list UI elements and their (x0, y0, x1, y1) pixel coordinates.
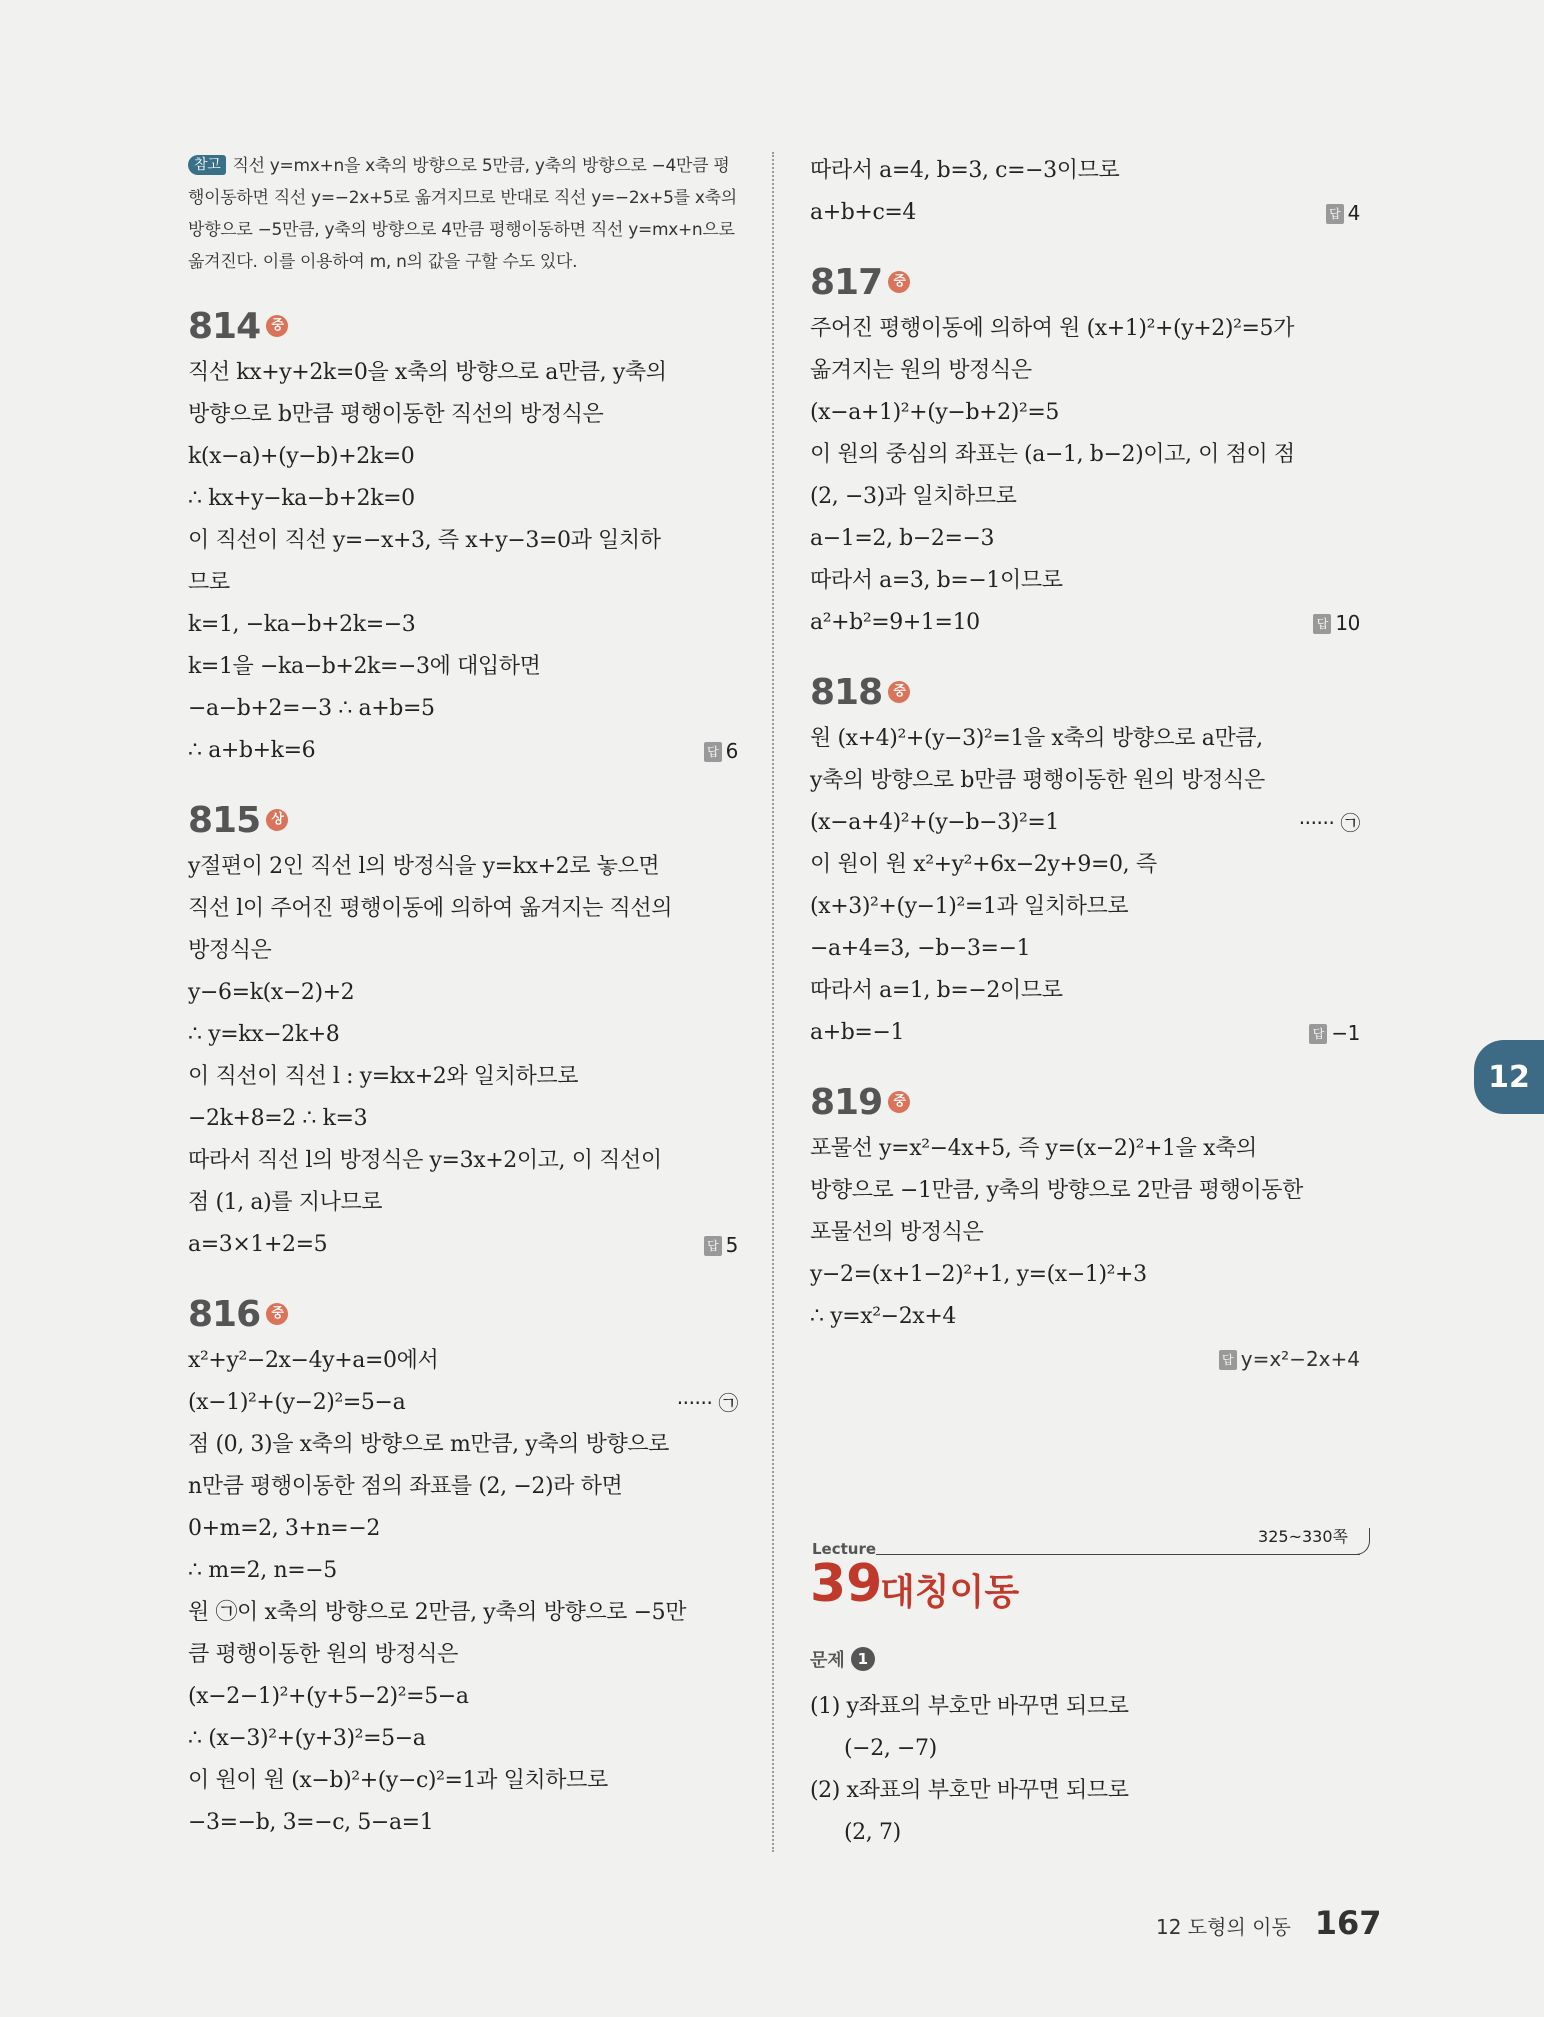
solution-line: ∴ a+b+k=6 (188, 738, 316, 763)
solution-line: y−2=(x+1−2)²+1, y=(x−1)²+3 (810, 1262, 1147, 1287)
difficulty-badge: 상 (266, 809, 288, 831)
column-divider (772, 152, 774, 1852)
solution-line: a+b+c=4 (810, 200, 917, 225)
solution-line: (−2, −7) (844, 1736, 937, 1761)
left-column (188, 150, 738, 1844)
solution-line: ∴ y=kx−2k+8 (188, 1022, 340, 1047)
answer-value: −1 (1331, 1021, 1360, 1045)
solution-line: 포물선의 방정식은 (810, 1220, 984, 1245)
solution-line: (2, 7) (844, 1820, 901, 1845)
solution-line: k(x−a)+(y−b)+2k=0 (188, 444, 415, 469)
solution-line: ∴ y=x²−2x+4 (810, 1304, 956, 1329)
solution-line: −a−b+2=−3 ∴ a+b=5 (188, 696, 435, 721)
answer-icon: 답 (704, 1236, 722, 1256)
lecture-title: 대칭이동 (880, 1572, 1020, 1613)
solution-line: (1) y좌표의 부호만 바꾸면 되므로 (810, 1694, 1129, 1719)
solution-line: 이 직선이 직선 l : y=kx+2와 일치하므로 (188, 1064, 579, 1089)
solution-line: 옮겨지는 원의 방정식은 (810, 358, 1032, 383)
solution-line: 므로 (188, 570, 230, 595)
problem-818 (810, 666, 1360, 1054)
solution-line: −a+4=3, −b−3=−1 (810, 936, 1031, 961)
solution-line: n만큼 평행이동한 점의 좌표를 (2, −2)라 하면 (188, 1474, 623, 1499)
page-footer (1156, 1904, 1382, 1942)
solution-line: 포물선 y=x²−4x+5, 즉 y=(x−2)²+1을 x축의 (810, 1136, 1257, 1161)
solution-line: 따라서 a=1, b=−2이므로 (810, 978, 1063, 1003)
difficulty-badge: 중 (888, 1091, 910, 1113)
solution-line: 이 원의 중심의 좌표는 (a−1, b−2)이고, 이 점이 점 (810, 442, 1295, 467)
solution-line: 주어진 평행이동에 의하여 원 (x+1)²+(y+2)²=5가 (810, 316, 1294, 341)
answer-value: 10 (1335, 611, 1360, 635)
header-rule (876, 1554, 1360, 1555)
problem-814 (188, 300, 738, 772)
difficulty-badge: 중 (266, 1303, 288, 1325)
solution-line: 원 (x+4)²+(y−3)²=1을 x축의 방향으로 a만큼, (810, 726, 1263, 751)
page-number: 167 (1314, 1904, 1382, 1942)
difficulty-badge: 중 (888, 271, 910, 293)
answer (704, 1224, 738, 1266)
answer-value: 5 (725, 1233, 738, 1257)
answer (1326, 192, 1360, 234)
problem-number: 815 (188, 799, 261, 841)
right-column (810, 150, 1360, 1380)
solution-line: 이 원이 원 x²+y²+6x−2y+9=0, 즉 (810, 852, 1157, 877)
difficulty-badge: 중 (266, 315, 288, 337)
solution-line: (x+3)²+(y−1)²=1과 일치하므로 (810, 894, 1129, 919)
solution-line: 점 (1, a)를 지나므로 (188, 1190, 383, 1215)
solution-line: (x−2−1)²+(y+5−2)²=5−a (188, 1684, 469, 1709)
problem-817 (810, 256, 1360, 644)
note-tag: 참고 (188, 155, 226, 175)
problem-number: 814 (188, 305, 261, 347)
answer-icon: 답 (704, 742, 722, 762)
solution-line: 따라서 a=4, b=3, c=−3이므로 (810, 158, 1120, 183)
problem-number: 818 (810, 671, 883, 713)
difficulty-badge: 중 (888, 681, 910, 703)
problem-number-badge: 1 (851, 1647, 875, 1671)
answer (704, 730, 738, 772)
solution-line: (2) x좌표의 부호만 바꾸면 되므로 (810, 1778, 1129, 1803)
solution-line: ∴ m=2, n=−5 (188, 1558, 337, 1583)
chapter-title: 12 도형의 이동 (1156, 1915, 1291, 1939)
reference-note (188, 150, 738, 278)
equation-mark: ······ ㉠ (676, 1391, 738, 1415)
solution-line: 이 원이 원 (x−b)²+(y−c)²=1과 일치하므로 (188, 1768, 608, 1793)
solution-line: ∴ kx+y−ka−b+2k=0 (188, 486, 415, 511)
solution-line: 직선 kx+y+2k=0을 x축의 방향으로 a만큼, y축의 (188, 360, 667, 385)
solution-line: 점 (0, 3)을 x축의 방향으로 m만큼, y축의 방향으로 (188, 1432, 670, 1457)
problem-816 (188, 1288, 738, 1844)
solution-line: (x−a+4)²+(y−b−3)²=1 (810, 810, 1059, 835)
problem-label: 문제 (810, 1650, 845, 1671)
problem-heading (810, 1646, 875, 1672)
solution-line: y절편이 2인 직선 l의 방정식을 y=kx+2로 놓으면 (188, 854, 660, 879)
solution-line: x²+y²−2x−4y+a=0에서 (188, 1348, 439, 1373)
solution-line: y축의 방향으로 b만큼 평행이동한 원의 방정식은 (810, 768, 1265, 793)
solution-line: 큼 평행이동한 원의 방정식은 (188, 1642, 459, 1667)
answer-icon: 답 (1313, 614, 1331, 634)
note-text: 직선 y=mx+n을 x축의 방향으로 5만큼, y축의 방향으로 −4만큼 평행이동하면 직선 y=−2x+5로 옮겨지므로 반대로 직선 y=−2x+5를 x축의 방향으로 −5만큼, y축의 방향으로 4만큼 평행이동하면 직선 y=mx+n으로 옮겨진다. 이를 이용하여 m, n의 값을 구할 수도 있다. (188, 156, 737, 272)
solution-line: y−6=k(x−2)+2 (188, 980, 355, 1005)
solution-line: 방향으로 b만큼 평행이동한 직선의 방정식은 (188, 402, 604, 427)
solution-line: (x−1)²+(y−2)²=5−a (188, 1390, 406, 1415)
solution-line: 따라서 직선 l의 방정식은 y=3x+2이고, 이 직선이 (188, 1148, 662, 1173)
solution-line: 원 ㉠이 x축의 방향으로 2만큼, y축의 방향으로 −5만 (188, 1600, 687, 1625)
solution-line: −3=−b, 3=−c, 5−a=1 (188, 1810, 434, 1835)
solution-line: k=1을 −ka−b+2k=−3에 대입하면 (188, 654, 541, 679)
solution-line: 방정식은 (188, 938, 272, 963)
solution-line: 직선 l이 주어진 평행이동에 의하여 옮겨지는 직선의 (188, 896, 673, 921)
solution-line: ∴ (x−3)²+(y+3)²=5−a (188, 1726, 426, 1751)
solution-line: −2k+8=2 ∴ k=3 (188, 1106, 368, 1131)
lecture-solution (810, 1686, 1360, 1854)
lecture-label: Lecture (812, 1540, 877, 1558)
problem-number: 819 (810, 1081, 883, 1123)
problem-number: 816 (188, 1293, 261, 1335)
solution-line: a²+b²=9+1=10 (810, 610, 980, 635)
answer-icon: 답 (1219, 1350, 1237, 1370)
answer-icon: 답 (1309, 1024, 1327, 1044)
answer-value: 4 (1347, 201, 1360, 225)
solution-line: k=1, −ka−b+2k=−3 (188, 612, 416, 637)
answer-value: y=x²−2x+4 (1240, 1347, 1360, 1371)
chapter-tab[interactable]: 12 (1474, 1040, 1544, 1114)
solution-line: a+b=−1 (810, 1020, 905, 1045)
answer (810, 1338, 1360, 1380)
solution-line: 따라서 a=3, b=−1이므로 (810, 568, 1063, 593)
answer-value: 6 (725, 739, 738, 763)
solution-line: a−1=2, b−2=−3 (810, 526, 995, 551)
equation-mark: ······ ㉠ (1298, 811, 1360, 835)
solution-line: (x−a+1)²+(y−b+2)²=5 (810, 400, 1059, 425)
page-range: 325~330쪽 (1258, 1527, 1348, 1546)
lecture-number: 39 (810, 1554, 883, 1614)
answer-icon: 답 (1326, 204, 1344, 224)
solution-line: 방향으로 −1만큼, y축의 방향으로 2만큼 평행이동한 (810, 1178, 1304, 1203)
problem-819 (810, 1076, 1360, 1380)
solution-line: a=3×1+2=5 (188, 1232, 328, 1257)
solution-line: (2, −3)과 일치하므로 (810, 484, 1017, 509)
solution-line: 0+m=2, 3+n=−2 (188, 1516, 380, 1541)
answer (1313, 602, 1360, 644)
answer (1309, 1012, 1360, 1054)
solution-line: 이 직선이 직선 y=−x+3, 즉 x+y−3=0과 일치하 (188, 528, 661, 553)
problem-815 (188, 794, 738, 1266)
lecture-header (810, 1524, 1370, 1624)
problem-number: 817 (810, 261, 883, 303)
header-curve (1353, 1528, 1370, 1555)
